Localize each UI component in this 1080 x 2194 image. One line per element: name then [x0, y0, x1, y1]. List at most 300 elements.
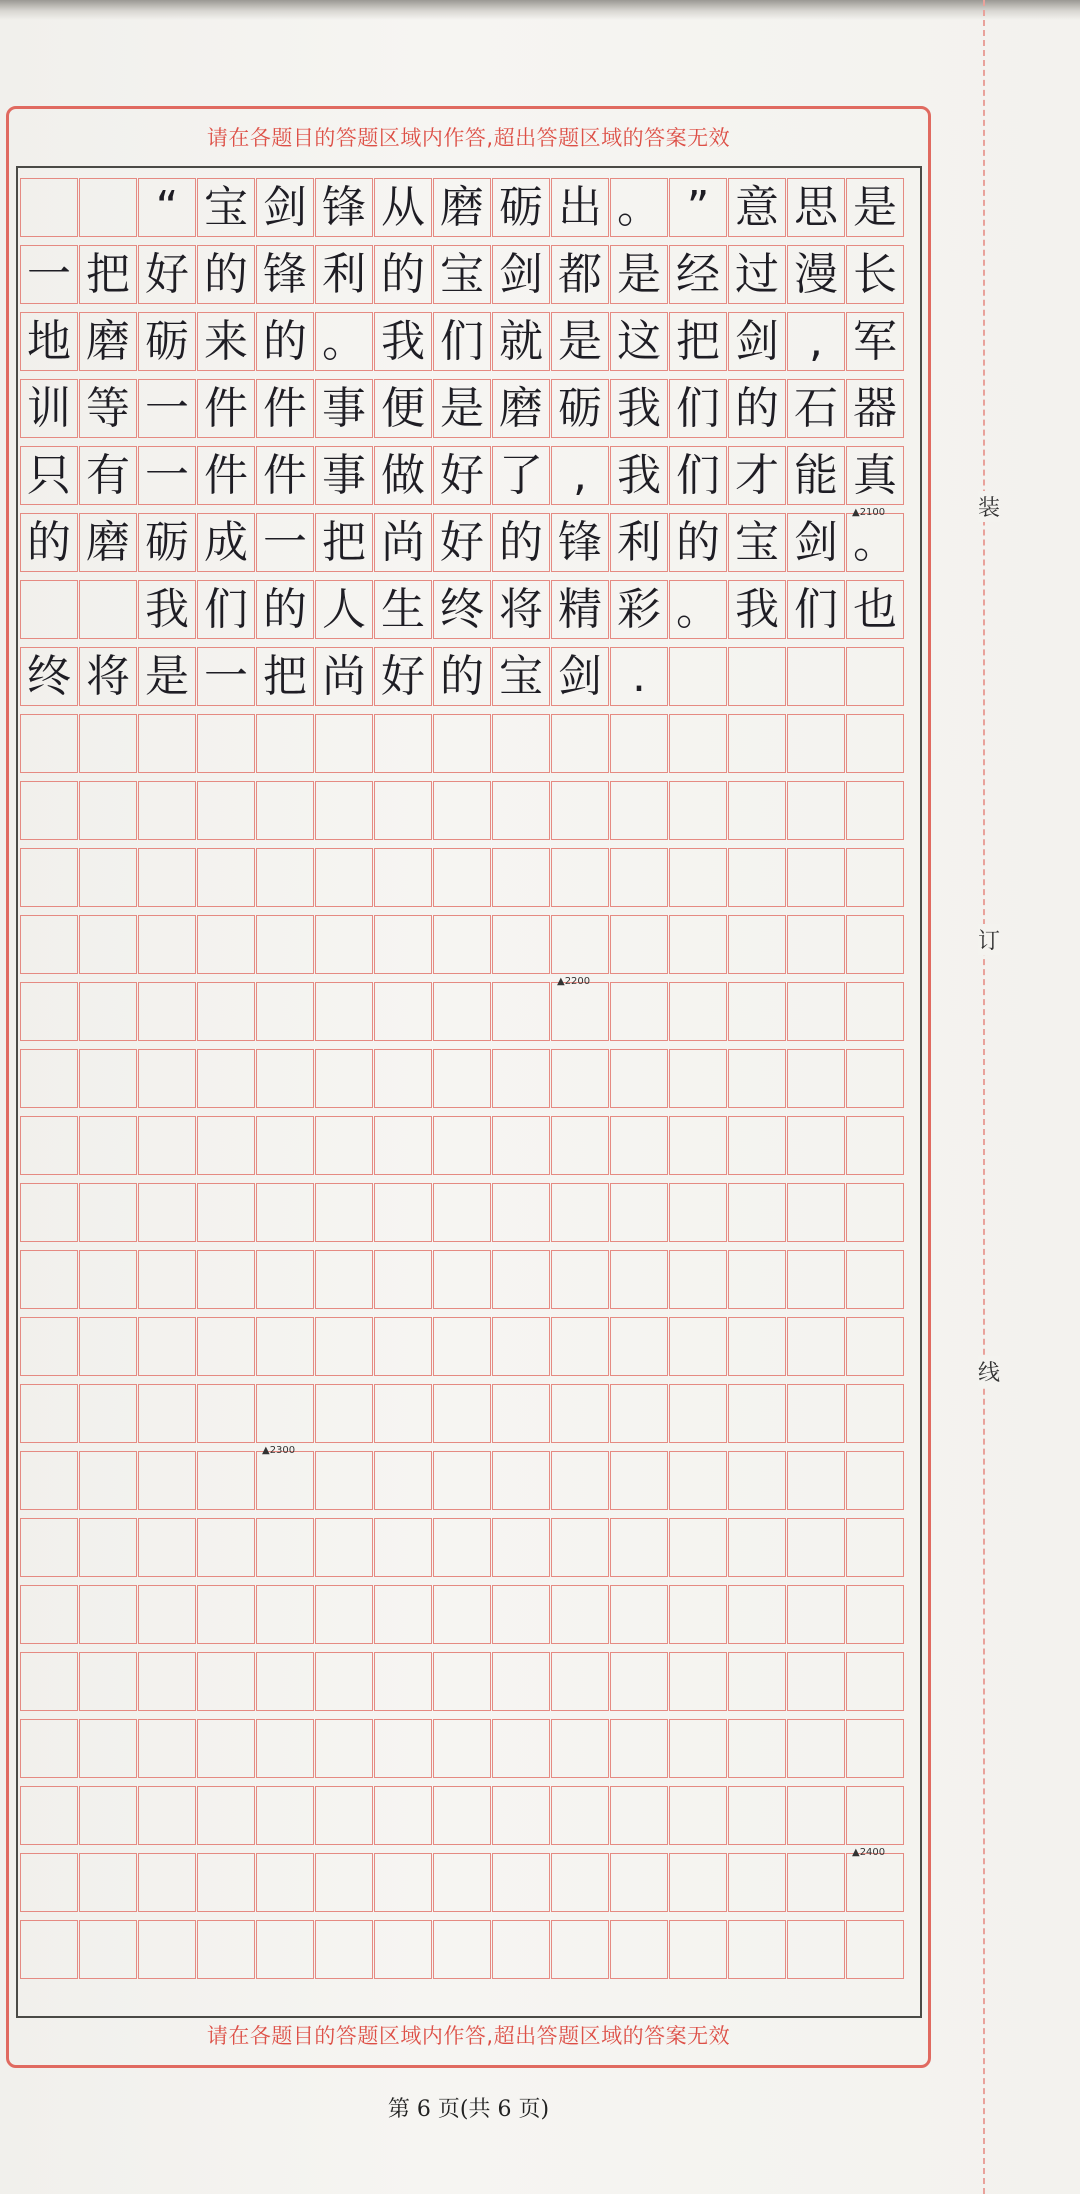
grid-cell [492, 982, 550, 1041]
grid-cell [315, 1518, 373, 1577]
grid-cell: , [787, 312, 845, 371]
grid-cell: 利 [315, 245, 373, 304]
word-count-marker: ▲2400 [852, 1847, 886, 1858]
grid-cell [846, 1652, 904, 1711]
grid-cell [787, 1585, 845, 1644]
grid-cell [610, 1183, 668, 1242]
grid-cell [138, 1920, 196, 1979]
answer-area-instruction-bottom: 请在各题目的答题区域内作答,超出答题区域的答案无效 [206, 2024, 731, 2048]
grid-cell [374, 1116, 432, 1175]
grid-cell: 好 [433, 446, 491, 505]
grid-cell [551, 915, 609, 974]
grid-cell [669, 1786, 727, 1845]
grid-cell [787, 1317, 845, 1376]
grid-cell [551, 1920, 609, 1979]
grid-cell: 就 [492, 312, 550, 371]
grid-cell [197, 915, 255, 974]
grid-cell: 我 [138, 580, 196, 639]
grid-cell: ” [669, 178, 727, 237]
grid-cell [728, 1652, 786, 1711]
grid-cell [20, 1317, 78, 1376]
grid-cell: 石 [787, 379, 845, 438]
grid-cell: 的 [728, 379, 786, 438]
grid-cell [846, 1250, 904, 1309]
grid-cell [315, 1183, 373, 1242]
grid-cell: 剑 [728, 312, 786, 371]
grid-cell: 宝 [492, 647, 550, 706]
grid-cell [79, 848, 137, 907]
word-count-marker: ▲2200 [557, 976, 591, 987]
grid-cell [374, 1786, 432, 1845]
grid-cell: 训 [20, 379, 78, 438]
grid-cell: 的 [256, 580, 314, 639]
grid-cell [728, 1585, 786, 1644]
grid-cell: 漫 [787, 245, 845, 304]
grid-cell [492, 1183, 550, 1242]
grid-cell [20, 1250, 78, 1309]
grid-cell [20, 178, 78, 237]
grid-cell [610, 1250, 668, 1309]
grid-cell [669, 781, 727, 840]
grid-cell: 件 [197, 446, 255, 505]
grid-cell [197, 781, 255, 840]
grid-cell [787, 1518, 845, 1577]
grid-cell [728, 1250, 786, 1309]
grid-cell [374, 1920, 432, 1979]
grid-cell [610, 848, 668, 907]
grid-cell [728, 714, 786, 773]
grid-cell [492, 1920, 550, 1979]
grid-cell [433, 1719, 491, 1778]
grid-cell: 是 [846, 178, 904, 237]
grid-cell: 的 [433, 647, 491, 706]
grid-cell: 尚 [374, 513, 432, 572]
grid-cell: 是 [433, 379, 491, 438]
grid-cell [669, 1518, 727, 1577]
grid-cell [846, 1183, 904, 1242]
grid-cell [20, 982, 78, 1041]
grid-cell [315, 1853, 373, 1912]
grid-cell: 了 [492, 446, 550, 505]
grid-cell [79, 1585, 137, 1644]
grid-cell [610, 714, 668, 773]
grid-cell [728, 1183, 786, 1242]
grid-cell [787, 1652, 845, 1711]
grid-cell [256, 714, 314, 773]
grid-cell [492, 1719, 550, 1778]
grid-cell [728, 1451, 786, 1510]
grid-cell [79, 714, 137, 773]
grid-cell [433, 1451, 491, 1510]
grid-cell [787, 1116, 845, 1175]
grid-cell: 磨 [79, 312, 137, 371]
grid-cell [138, 915, 196, 974]
grid-cell [433, 915, 491, 974]
grid-cell [433, 1652, 491, 1711]
grid-cell [669, 1719, 727, 1778]
grid-cell [787, 1250, 845, 1309]
grid-cell [610, 982, 668, 1041]
grid-cell [197, 1451, 255, 1510]
grid-cell [256, 1920, 314, 1979]
grid-cell [374, 1853, 432, 1912]
grid-cell [197, 1384, 255, 1443]
grid-cell [492, 1585, 550, 1644]
grid-cell [669, 647, 727, 706]
grid-cell [610, 1317, 668, 1376]
grid-cell [669, 1853, 727, 1912]
grid-cell [374, 781, 432, 840]
grid-cell: 终 [433, 580, 491, 639]
grid-cell [551, 1652, 609, 1711]
grid-cell: 我 [374, 312, 432, 371]
grid-cell [433, 1049, 491, 1108]
grid-cell [669, 1652, 727, 1711]
grid-cell [610, 1116, 668, 1175]
grid-cell [197, 1116, 255, 1175]
grid-cell [138, 1451, 196, 1510]
grid-cell: 成 [197, 513, 255, 572]
grid-cell: 将 [79, 647, 137, 706]
grid-cell [433, 848, 491, 907]
grid-cell: 砺 [138, 513, 196, 572]
grid-cell [197, 1317, 255, 1376]
grid-cell [315, 1049, 373, 1108]
grid-cell: 等 [79, 379, 137, 438]
grid-cell [433, 1317, 491, 1376]
grid-cell [551, 1183, 609, 1242]
grid-cell [197, 848, 255, 907]
grid-cell [728, 781, 786, 840]
grid-cell: 长 [846, 245, 904, 304]
grid-cell [138, 1719, 196, 1778]
grid-cell: 地 [20, 312, 78, 371]
grid-cell [787, 1384, 845, 1443]
grid-cell: 宝 [728, 513, 786, 572]
grid-cell [256, 848, 314, 907]
grid-cell [787, 1853, 845, 1912]
grid-cell [551, 1049, 609, 1108]
grid-cell: 砺 [492, 178, 550, 237]
grid-cell: 。 [315, 312, 373, 371]
grid-cell [197, 714, 255, 773]
grid-cell [315, 848, 373, 907]
grid-cell: 一 [20, 245, 78, 304]
grid-cell [846, 781, 904, 840]
grid-cell [433, 1518, 491, 1577]
grid-cell [197, 1920, 255, 1979]
grid-cell: 尚 [315, 647, 373, 706]
grid-cell: 我 [728, 580, 786, 639]
grid-cell [669, 1451, 727, 1510]
grid-cell [433, 1116, 491, 1175]
grid-cell [669, 1317, 727, 1376]
grid-cell [551, 982, 609, 1041]
word-count-marker: ▲2300 [262, 1445, 296, 1456]
grid-cell [315, 1451, 373, 1510]
grid-cell [787, 714, 845, 773]
grid-cell [138, 781, 196, 840]
grid-cell: 砺 [138, 312, 196, 371]
grid-cell [728, 1719, 786, 1778]
grid-cell [433, 1384, 491, 1443]
grid-cell: 人 [315, 580, 373, 639]
grid-cell [787, 915, 845, 974]
grid-cell: 意 [728, 178, 786, 237]
grid-cell: 把 [669, 312, 727, 371]
grid-cell [610, 1719, 668, 1778]
grid-cell [610, 1786, 668, 1845]
grid-cell [551, 1250, 609, 1309]
grid-cell: 一 [138, 379, 196, 438]
grid-cell [728, 1384, 786, 1443]
grid-cell [374, 1317, 432, 1376]
grid-cell: 把 [256, 647, 314, 706]
grid-cell [551, 1585, 609, 1644]
grid-cell [374, 1183, 432, 1242]
grid-cell: 的 [492, 513, 550, 572]
grid-cell [197, 1518, 255, 1577]
grid-cell: 这 [610, 312, 668, 371]
grid-cell [374, 1384, 432, 1443]
grid-cell: 们 [669, 379, 727, 438]
grid-cell [20, 1786, 78, 1845]
grid-cell [315, 915, 373, 974]
grid-cell: 做 [374, 446, 432, 505]
grid-cell: 经 [669, 245, 727, 304]
grid-cell: 也 [846, 580, 904, 639]
grid-cell: 们 [197, 580, 255, 639]
grid-cell [79, 1250, 137, 1309]
grid-cell [433, 1786, 491, 1845]
grid-cell: 从 [374, 178, 432, 237]
grid-cell [20, 1049, 78, 1108]
grid-cell: 一 [138, 446, 196, 505]
grid-cell [374, 1585, 432, 1644]
grid-cell [197, 982, 255, 1041]
grid-cell [610, 1518, 668, 1577]
grid-cell [846, 647, 904, 706]
grid-cell [79, 580, 137, 639]
grid-cell [846, 1920, 904, 1979]
grid-cell [433, 714, 491, 773]
grid-cell [728, 1853, 786, 1912]
grid-cell [669, 1585, 727, 1644]
grid-cell [374, 982, 432, 1041]
grid-cell [492, 915, 550, 974]
grid-cell [492, 1317, 550, 1376]
grid-cell: 剑 [492, 245, 550, 304]
grid-cell [315, 1652, 373, 1711]
grid-cell: 利 [610, 513, 668, 572]
grid-cell [846, 1317, 904, 1376]
grid-cell [256, 1652, 314, 1711]
grid-cell [669, 1384, 727, 1443]
grid-cell [551, 1853, 609, 1912]
grid-cell [79, 1518, 137, 1577]
grid-cell: 的 [669, 513, 727, 572]
grid-cell [610, 915, 668, 974]
grid-cell: 剑 [787, 513, 845, 572]
grid-cell: 能 [787, 446, 845, 505]
grid-cell [846, 848, 904, 907]
grid-cell [846, 1853, 904, 1912]
grid-cell [787, 1451, 845, 1510]
grid-cell [551, 1317, 609, 1376]
grid-cell: 是 [551, 312, 609, 371]
grid-cell [20, 1853, 78, 1912]
grid-cell [315, 1384, 373, 1443]
grid-cell [846, 982, 904, 1041]
grid-cell: 是 [138, 647, 196, 706]
grid-cell: 把 [315, 513, 373, 572]
grid-cell [315, 1116, 373, 1175]
grid-cell [197, 1719, 255, 1778]
grid-cell [728, 915, 786, 974]
grid-cell: 件 [197, 379, 255, 438]
grid-cell [492, 781, 550, 840]
grid-cell: 才 [728, 446, 786, 505]
grid-cell [669, 714, 727, 773]
grid-cell [20, 1384, 78, 1443]
grid-cell: 事 [315, 446, 373, 505]
grid-cell [433, 1585, 491, 1644]
grid-cell: 们 [787, 580, 845, 639]
grid-cell [20, 1116, 78, 1175]
grid-cell: 有 [79, 446, 137, 505]
grid-cell [551, 781, 609, 840]
grid-cell [315, 982, 373, 1041]
grid-cell [138, 982, 196, 1041]
page-top-shadow [0, 0, 1080, 20]
grid-cell: 好 [138, 245, 196, 304]
grid-cell: 件 [256, 379, 314, 438]
grid-cell: 生 [374, 580, 432, 639]
grid-cell [846, 1116, 904, 1175]
grid-cell: 宝 [197, 178, 255, 237]
grid-cell [846, 1719, 904, 1778]
grid-cell [374, 1049, 432, 1108]
grid-cell [315, 1250, 373, 1309]
grid-cell [728, 982, 786, 1041]
grid-cell [492, 1451, 550, 1510]
page-number: 第 6 页(共 6 页) [387, 2097, 550, 2122]
grid-cell: 彩 [610, 580, 668, 639]
grid-cell [610, 1652, 668, 1711]
grid-cell: 出 [551, 178, 609, 237]
grid-cell [374, 1250, 432, 1309]
grid-cell [610, 1049, 668, 1108]
grid-cell [492, 1250, 550, 1309]
grid-cell: 宝 [433, 245, 491, 304]
grid-cell [138, 1116, 196, 1175]
grid-cell [79, 1853, 137, 1912]
grid-cell [846, 1585, 904, 1644]
grid-cell [787, 781, 845, 840]
grid-cell: 的 [256, 312, 314, 371]
grid-cell [197, 1585, 255, 1644]
grid-cell [610, 781, 668, 840]
grid-cell [256, 982, 314, 1041]
grid-cell: 锋 [256, 245, 314, 304]
grid-cell [256, 1049, 314, 1108]
grid-cell: 剑 [551, 647, 609, 706]
grid-cell [79, 1719, 137, 1778]
binding-label-zhuang: 装 [978, 491, 1000, 522]
grid-cell [374, 714, 432, 773]
grid-cell [197, 1786, 255, 1845]
grid-cell: 我 [610, 446, 668, 505]
grid-cell: 们 [669, 446, 727, 505]
grid-cell [846, 714, 904, 773]
grid-cell [256, 1317, 314, 1376]
grid-cell [79, 1920, 137, 1979]
grid-cell [610, 1853, 668, 1912]
grid-cell [669, 1920, 727, 1979]
grid-cell [492, 1652, 550, 1711]
grid-cell: 。 [846, 513, 904, 572]
grid-cell [374, 1518, 432, 1577]
grid-cell [20, 781, 78, 840]
grid-cell [610, 1451, 668, 1510]
grid-cell: 来 [197, 312, 255, 371]
grid-cell: 只 [20, 446, 78, 505]
grid-cell [79, 178, 137, 237]
grid-cell [138, 1853, 196, 1912]
grid-cell [728, 647, 786, 706]
grid-cell [138, 848, 196, 907]
grid-cell [551, 1451, 609, 1510]
grid-cell [315, 1920, 373, 1979]
grid-cell: 是 [610, 245, 668, 304]
grid-cell [492, 1384, 550, 1443]
grid-cell [433, 1183, 491, 1242]
grid-cell: 终 [20, 647, 78, 706]
grid-cell: 将 [492, 580, 550, 639]
grid-cell [138, 1585, 196, 1644]
grid-cell [79, 982, 137, 1041]
grid-cell: 我 [610, 379, 668, 438]
grid-cell: 事 [315, 379, 373, 438]
grid-cell: 真 [846, 446, 904, 505]
grid-cell [846, 1384, 904, 1443]
grid-cell [197, 1853, 255, 1912]
grid-cell [846, 1049, 904, 1108]
grid-cell [20, 580, 78, 639]
grid-cell [846, 1786, 904, 1845]
grid-cell [728, 1317, 786, 1376]
grid-cell [492, 1786, 550, 1845]
grid-cell [669, 915, 727, 974]
binding-label-xian: 线 [978, 1356, 1000, 1387]
grid-cell [79, 915, 137, 974]
grid-cell [256, 1183, 314, 1242]
grid-cell: 过 [728, 245, 786, 304]
grid-cell: 砺 [551, 379, 609, 438]
grid-cell [79, 781, 137, 840]
grid-cell: 剑 [256, 178, 314, 237]
grid-cell [787, 1719, 845, 1778]
grid-cell [787, 1786, 845, 1845]
binding-dashed-line [983, 0, 985, 2194]
grid-cell: 磨 [433, 178, 491, 237]
grid-cell [315, 1719, 373, 1778]
grid-cell [197, 1652, 255, 1711]
grid-cell [492, 848, 550, 907]
grid-cell: 便 [374, 379, 432, 438]
grid-cell [256, 1451, 314, 1510]
grid-cell [374, 915, 432, 974]
